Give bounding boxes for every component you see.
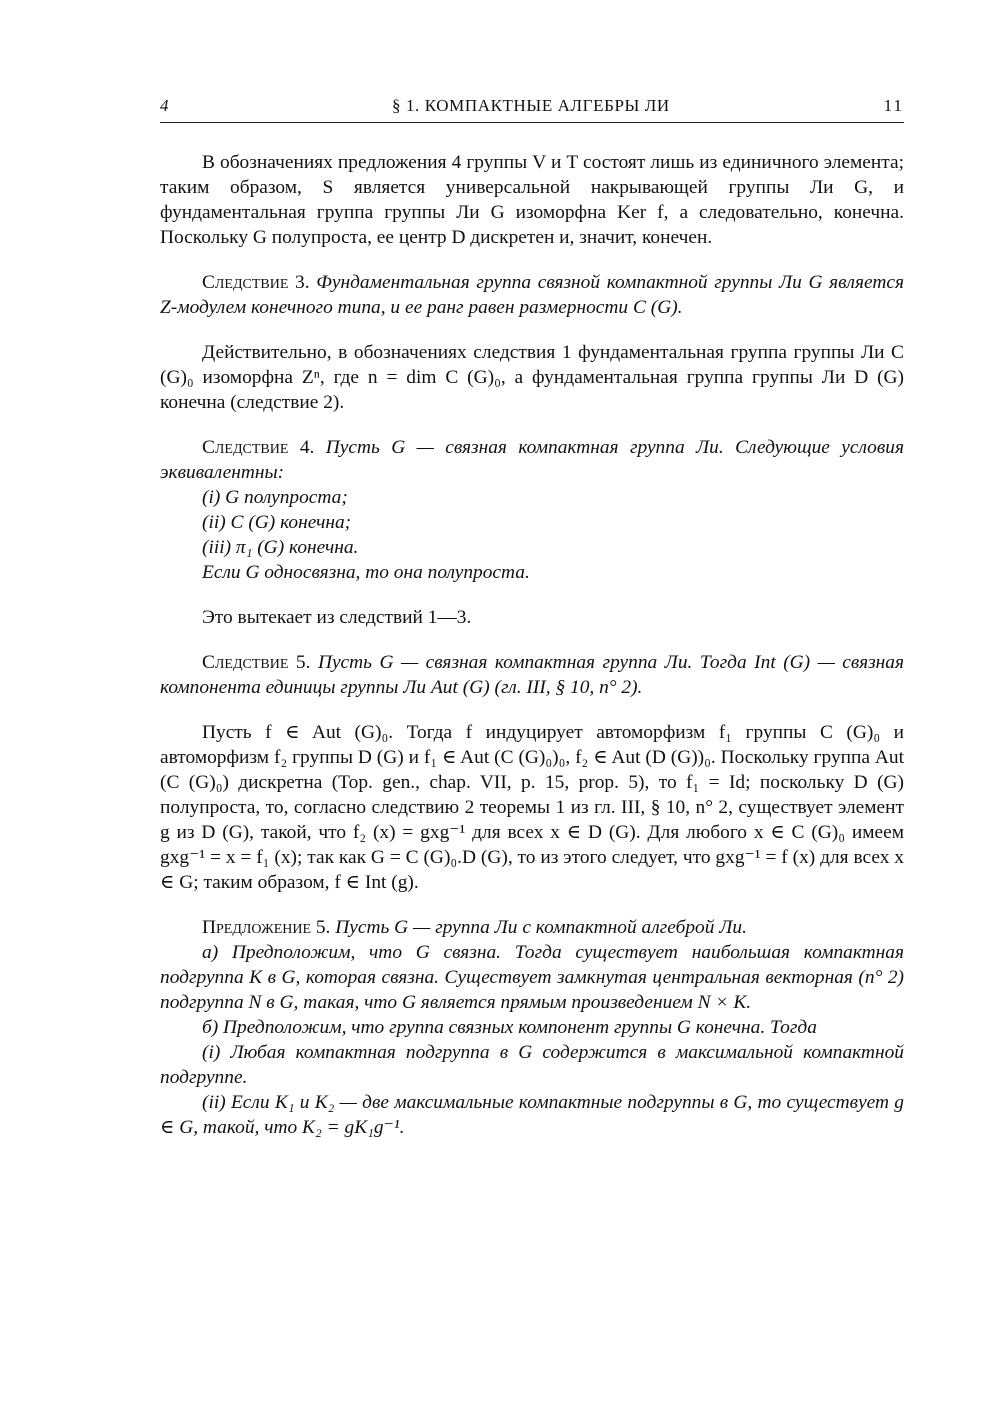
corollary-4-item-ii: (ii) C (G) конечна; <box>202 512 352 533</box>
corollary-4-item-i: (i) G полупроста; <box>202 487 348 508</box>
corollary-4-tail: Если G односвязна, то она полупроста. <box>202 562 530 583</box>
running-header <box>160 92 904 123</box>
proposition-5-label: Предложение 5. <box>202 917 331 938</box>
proposition-5-part-b-ii: (ii) Если K₁ и K₂ — две максимальные компактные подгруппы в G, то существует g ∈ G, такой, что K₂ = gK₁g⁻¹. <box>160 1092 904 1138</box>
paragraph-corollary-5-proof: Пусть f ∈ Aut (G)₀. Тогда f индуцирует автоморфизм f₁ группы C (G)₀ и автоморфизм f₂ группы D (G) и f₁ ∈ Aut (C (G)₀)₀, f₂ ∈ Aut (D (G))₀. Поскольку группа Aut (C (G)₀) дискретна (Top. gen., chap. VII, p. 15, prop. 5), то f₁ = Id; поскольку D (G) полупроста, то, согласно следствию 2 теоремы 1 из гл. III, § 10, n° 2, существует элемент g из D (G), такой, что f₂ (x) = gxg⁻¹ для всех x ∈ D (G). Для любого x ∈ C (G)₀ имеем gxg⁻¹ = x = f₁ (x); так как G = C (G)₀.D (G), то из этого следует, что gxg⁻¹ = f (x) для всех x ∈ G; таким образом, f ∈ Int (g). <box>160 722 904 893</box>
corollary-4-text: Пусть G — связная компактная группа Ли. Следующие условия эквивалентны: <box>160 437 905 483</box>
proposition-5-text: Пусть G — группа Ли с компактной алгеброй Ли. <box>335 917 747 938</box>
header-section-title: § 1. КОМПАКТНЫЕ АЛГЕБРЫ ЛИ <box>392 96 670 115</box>
corollary-4 <box>160 435 904 485</box>
corollary-3 <box>160 270 904 320</box>
corollary-5-label: Следствие 5. <box>202 652 311 673</box>
corollary-4-label: Следствие 4. <box>202 437 315 458</box>
proposition-5 <box>160 915 904 940</box>
paragraph-corollary-3-proof: Действительно, в обозначениях следствия 1 фундаментальная группа группы Ли C (G)₀ изоморфна Zⁿ, где n = dim C (G)₀, а фундаментальная группа группы Ли D (G) конечна (следствие 2). <box>160 342 904 413</box>
page-body <box>160 150 904 1140</box>
paragraph-proof-intro: В обозначениях предложения 4 группы V и T состоят лишь из единичного элемента; таким образом, S является универсальной накрывающей группы Ли G, и фундаментальная группа группы Ли G изоморфна Ker f, а следовательно, конечна. Поскольку G полупроста, ее центр D дискретен и, значит, конечен. <box>160 152 904 248</box>
corollary-3-text: Фундаментальная группа связной компактной группы Ли G является Z-модулем конечного типа, и ее ранг равен размерности C (G). <box>160 272 904 318</box>
corollary-5 <box>160 650 904 700</box>
corollary-3-label: Следствие 3. <box>202 272 310 293</box>
proposition-5-part-a: а) Предположим, что G связна. Тогда существует наибольшая компактная подгруппа K в G, которая связна. Существует замкнутая центральная векторная (n° 2) подгруппа N в G, такая, что G является прямым произведением N × K. <box>160 942 904 1013</box>
header-left-mark: 4 <box>160 96 169 115</box>
corollary-4-item-iii: (iii) π₁ (G) конечна. <box>202 537 359 558</box>
proposition-5-part-b-i: (i) Любая компактная подгруппа в G содержится в максимальной компактной подгруппе. <box>160 1042 904 1088</box>
proposition-5-part-b: б) Предположим, что группа связных компонент группы G конечна. Тогда <box>202 1017 817 1038</box>
corollary-5-text: Пусть G — связная компактная группа Ли. Тогда Int (G) — связная компонента единицы группы Ли Aut (G) (гл. III, § 10, n° 2). <box>160 652 904 698</box>
paragraph-corollary-4-proof: Это вытекает из следствий 1—3. <box>202 607 472 628</box>
page-number: 11 <box>883 96 904 115</box>
